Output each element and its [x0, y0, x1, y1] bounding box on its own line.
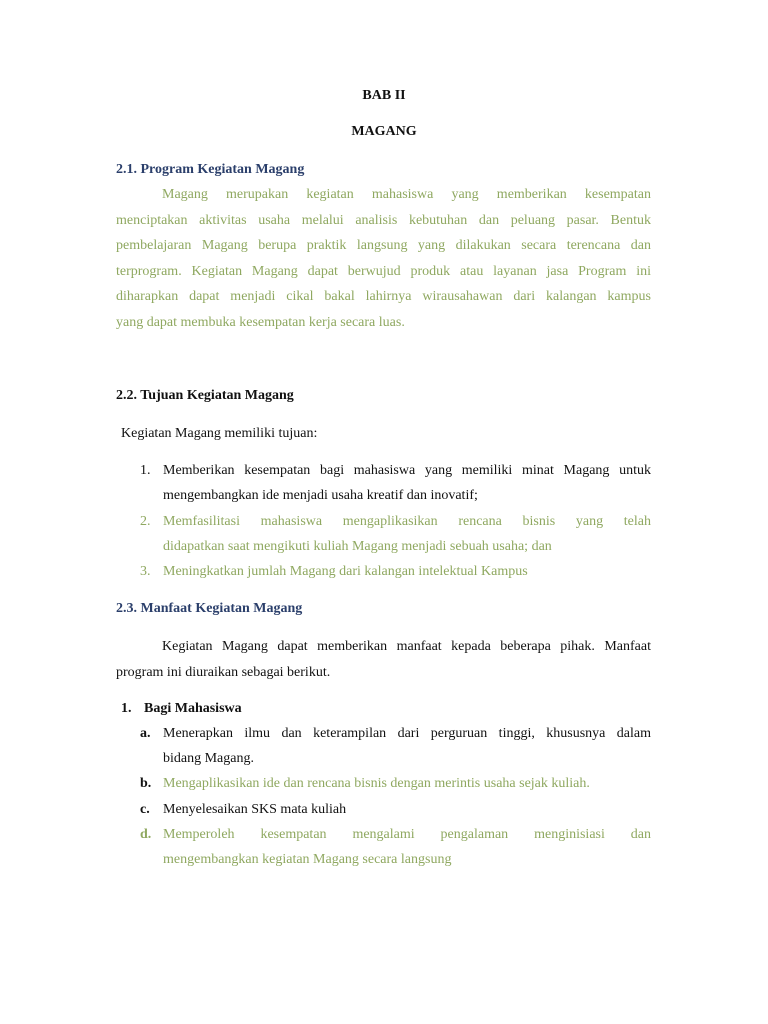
list-letter: c.	[140, 802, 150, 817]
paragraph-line: Kegiatan Magang dapat memberikan manfaat kepada beberapa pihak. Manfaat	[162, 639, 651, 654]
sub-heading-mahasiswa: Bagi Mahasiswa	[144, 701, 242, 716]
list-item-line: Menerapkan ilmu dan keterampilan dari perguruan tinggi, khususnya dalam	[163, 726, 651, 741]
list-item	[163, 559, 651, 584]
list-item	[163, 771, 651, 796]
paragraph-line: program ini diuraikan sebagai berikut.	[116, 664, 331, 680]
sub-number: 1.	[121, 701, 132, 716]
section-paragraph-manfaat	[116, 634, 651, 685]
section-paragraph-program	[116, 182, 651, 335]
paragraph-line: Magang merupakan kegiatan mahasiswa yang memberikan kesempatan	[162, 187, 651, 202]
list-item-line: Memfasilitasi mahasiswa mengaplikasikan rencana bisnis yang telah	[163, 514, 651, 529]
list-item-line: mengembangkan kegiatan Magang secara langsung	[163, 852, 452, 867]
list-item	[163, 797, 651, 822]
list-number: 1.	[140, 463, 151, 478]
list-item-line: Meningkatkan jumlah Magang dari kalangan intelektual Kampus	[163, 564, 528, 579]
list-number: 2.	[140, 514, 151, 529]
list-item-line: didapatkan saat mengikuti kuliah Magang menjadi sebuah usaha; dan	[163, 539, 552, 554]
list-item-line: Memberikan kesempatan bagi mahasiswa yang memiliki minat Magang untuk	[163, 463, 651, 478]
section-heading-manfaat: 2.3. Manfaat Kegiatan Magang	[116, 601, 303, 616]
list-item	[163, 721, 651, 771]
list-letter: d.	[140, 827, 152, 842]
list-number: 3.	[140, 564, 151, 579]
paragraph-line: terprogram. Kegiatan Magang dapat berwujud produk atau layanan jasa Program ini	[116, 263, 651, 279]
list-letter: a.	[140, 726, 151, 741]
list-item-line: mengembangkan ide menjadi usaha kreatif dan inovatif;	[163, 488, 478, 503]
paragraph-line: yang dapat membuka kesempatan kerja secara luas.	[116, 314, 405, 330]
list-item	[163, 458, 651, 508]
list-item-line: Mengaplikasikan ide dan rencana bisnis dengan merintis usaha sejak kuliah.	[163, 776, 590, 791]
list-item-line: Memperoleh kesempatan mengalami pengalaman menginisiasi dan	[163, 827, 651, 842]
paragraph-line: diharapkan dapat menjadi cikal bakal lahirnya wirausahawan dari kalangan kampus	[116, 289, 651, 304]
list-item-line: Menyelesaikan SKS mata kuliah	[163, 802, 347, 817]
list-item	[163, 509, 651, 559]
section-heading-program: 2.1. Program Kegiatan Magang	[116, 162, 305, 177]
section-heading-tujuan: 2.2. Tujuan Kegiatan Magang	[116, 388, 294, 403]
paragraph-line: menciptakan aktivitas usaha melalui analisis kebutuhan dan peluang pasar. Bentuk	[116, 212, 651, 228]
tujuan-intro: Kegiatan Magang memiliki tujuan:	[121, 426, 318, 441]
list-item-line: bidang Magang.	[163, 751, 254, 766]
list-letter: b.	[140, 776, 152, 791]
chapter-label: BAB II	[362, 88, 406, 103]
list-item	[163, 822, 651, 872]
paragraph-line: pembelajaran Magang berupa praktik langsung yang dilakukan secara terencana dan	[116, 238, 651, 253]
chapter-title: MAGANG	[351, 124, 417, 139]
